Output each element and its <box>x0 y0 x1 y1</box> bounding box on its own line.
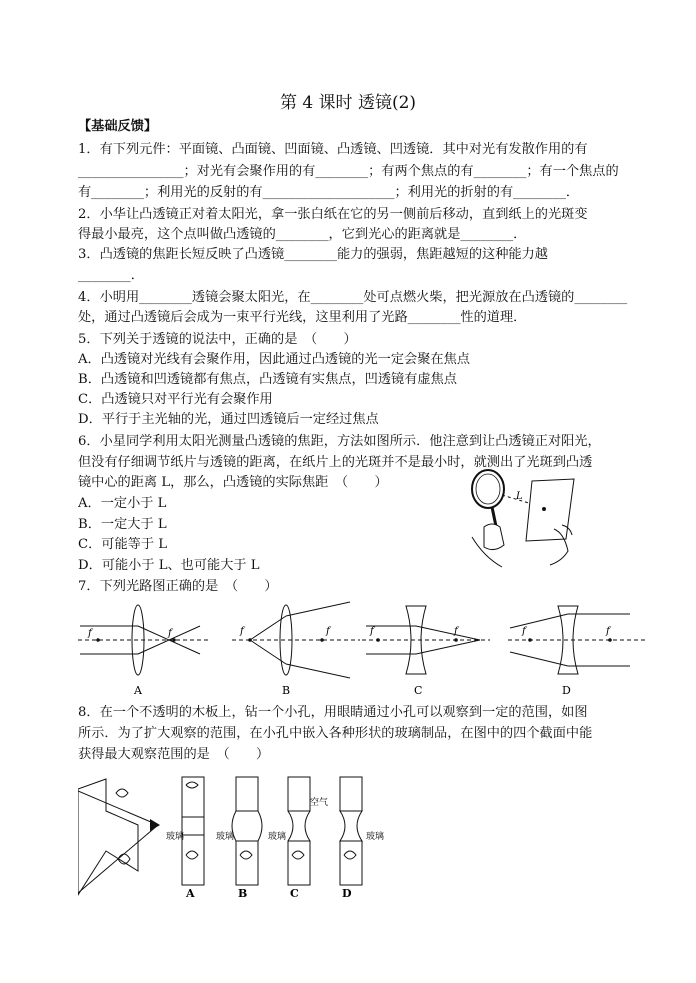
fig7-c-f2: f <box>454 626 458 637</box>
question-line: C．可能等于 L <box>78 537 167 552</box>
question-line: 1．有下列元件：平面镜、凸面镜、凹面镜、凸透镜、凹透镜．其中对光有发散作用的有 <box>78 142 588 157</box>
question-line: C．凸透镜只对平行光有会聚作用 <box>78 392 273 407</box>
fig7-diagram-b <box>232 602 360 696</box>
page-title: 第 4 课时 透镜(2) <box>279 93 417 113</box>
question-line: B．凸透镜和凹透镜都有焦点，凸透镜有实焦点，凹透镜有虚焦点 <box>78 372 457 387</box>
question-line: 6．小星同学利用太阳光测量凸透镜的焦距，方法如图所示．他注意到让凸透镜正对阳光， <box>78 434 601 449</box>
question-line: 5．下列关于透镜的说法中，正确的是 （ ） <box>78 332 357 347</box>
fig8-b-glass: 玻璃 <box>216 832 235 842</box>
fig8-board-a <box>166 777 204 900</box>
fig8-d-glass: 玻璃 <box>366 832 385 842</box>
fig7-label-c: C <box>414 684 423 696</box>
fig6-lens-sun-diagram <box>462 467 587 577</box>
question-line: 4．小明用________透镜会聚太阳光，在________处可点燃火柴，把光源放在凸透镜的________ <box>78 290 628 305</box>
fig7-c-f1: f <box>370 626 374 637</box>
fig8-board-d <box>340 777 384 900</box>
fig7-label-b: B <box>282 684 291 696</box>
fig7-d-f1: f <box>522 626 526 637</box>
fig7-b-f1: f <box>240 626 244 637</box>
fig7-diagram-d <box>508 606 645 696</box>
fig8-board-b <box>216 777 262 900</box>
fig7-d-f2: f <box>606 626 610 637</box>
question-line: 镜中心的距离 L，那么，凸透镜的实际焦距 （ ） <box>78 475 388 490</box>
fig7-light-path-diagrams <box>70 598 650 696</box>
fig7-diagram-a <box>78 605 208 696</box>
question-line: ________________；对光有会聚作用的有________；有两个焦点的有________；有一个焦点的 <box>78 164 619 179</box>
question-line: 有________；利用光的反射的有____________________；利用光的折射的有________． <box>78 185 580 200</box>
question-line: 所示．为了扩大观察的范围，在小孔中嵌入各种形状的玻璃制品，在图中的四个截面中能 <box>78 726 593 741</box>
fig7-a-f2: f <box>168 628 172 639</box>
question-line: 获得最大观察范围的是 （ ） <box>78 747 270 762</box>
fig8-label-a: A <box>186 887 195 900</box>
question-line: 8．在一个不透明的木板上，钻一个小孔，用眼睛通过小孔可以观察到一定的范围，如图 <box>78 705 588 720</box>
question-line: D．平行于主光轴的光，通过凹透镜后一定经过焦点 <box>78 412 379 427</box>
fig8-a-glass: 玻璃 <box>166 832 185 842</box>
fig7-b-f2: f <box>326 626 330 637</box>
question-line: A．一定小于 L <box>78 496 167 511</box>
question-line: D．可能小于 L、也可能大于 L <box>78 558 260 573</box>
question-line: B．一定大于 L <box>78 517 167 532</box>
question-line: 7．下列光路图正确的是 （ ） <box>78 579 278 594</box>
question-line: 得最小最亮，这个点叫做凸透镜的________，它到光心的距离就是________． <box>78 227 527 242</box>
question-line: 处，通过凸透镜后会成为一束平行光线，这里利用了光路________性的道理． <box>78 310 527 325</box>
question-line: 3．凸透镜的焦距长短反映了凸透镜________能力的强弱，焦距越短的这种能力越 <box>78 247 548 262</box>
fig7-a-f1: f <box>88 628 92 639</box>
fig8-glass-hole-diagrams <box>78 775 388 900</box>
fig8-board-c <box>268 777 328 900</box>
question-line: 2．小华让凸透镜正对着太阳光，拿一张白纸在它的另一侧前后移动，直到纸上的光斑变 <box>78 207 588 222</box>
fig8-eye-board <box>78 779 160 895</box>
fig8-label-c: C <box>290 887 299 900</box>
fig8-label-b: B <box>238 887 248 900</box>
question-line: A．凸透镜对光线有会聚作用，因此通过凸透镜的光一定会聚在焦点 <box>78 352 470 367</box>
question-line: 但没有仔细调节纸片与透镜的距离，在纸片上的光斑并不是最小时，就测出了光斑到凸透 <box>78 455 593 470</box>
fig6-L-label: L <box>516 491 523 502</box>
fig7-label-d: D <box>562 684 571 696</box>
fig8-label-d: D <box>342 887 352 900</box>
fig7-diagram-c <box>362 606 490 696</box>
section-heading: 【基础反馈】 <box>78 119 158 134</box>
fig8-c-glass: 玻璃 <box>268 832 287 842</box>
fig7-label-a: A <box>134 684 142 696</box>
question-line: ________． <box>78 268 144 283</box>
fig8-c-air: 空气 <box>310 798 329 808</box>
